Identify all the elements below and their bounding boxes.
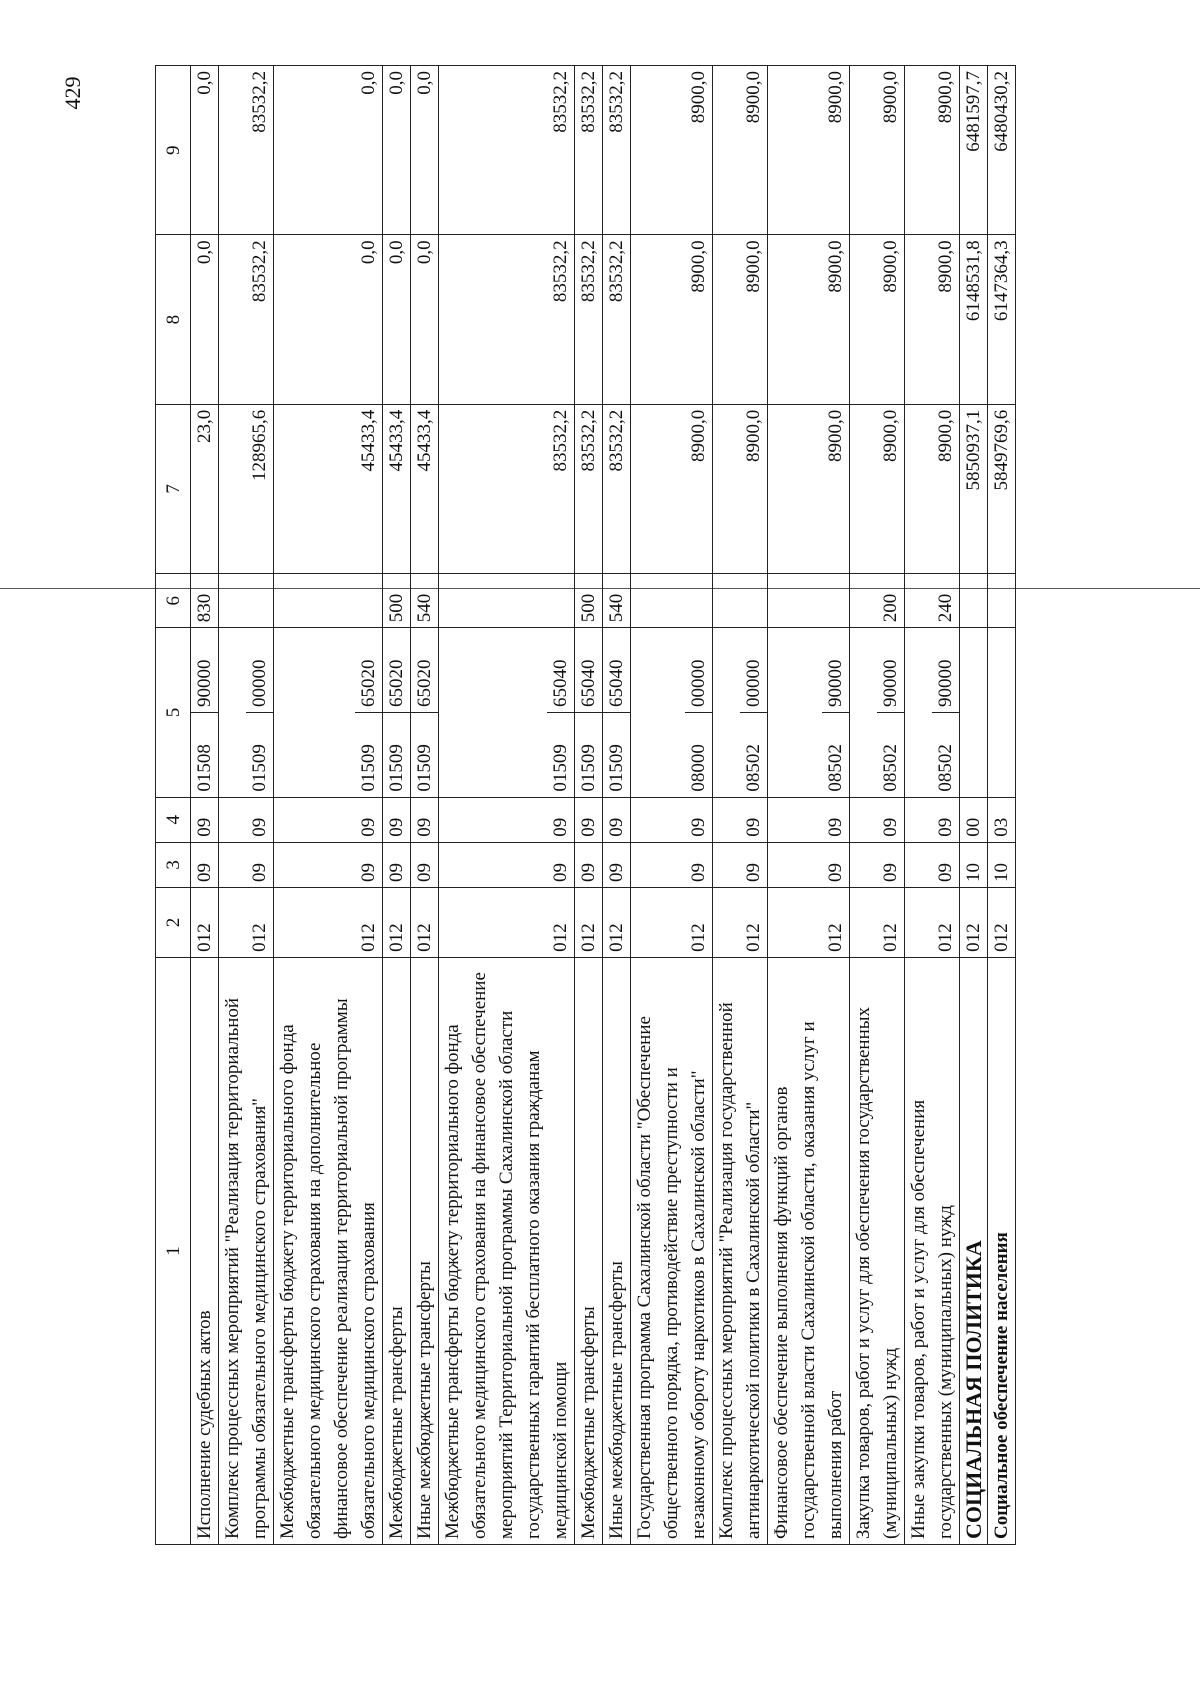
col-amount-year2: 83532,2 [575, 235, 603, 404]
col-amount-year2: 83532,2 [603, 235, 631, 404]
col-amount-year3: 8900,0 [631, 66, 713, 235]
row-name: СОЦИАЛЬНАЯ ПОЛИТИКА [960, 957, 988, 1544]
target-article-part2: 65040 [603, 628, 630, 713]
col-amount-year2: 6147364,3 [988, 235, 1016, 404]
col-amount-year1: 5850937,1 [960, 404, 988, 573]
col-expense-type [960, 574, 988, 628]
col-amount-year1: 23,0 [191, 404, 219, 573]
col-expense-type: 540 [603, 574, 631, 628]
col-ministry-code: 012 [905, 887, 960, 957]
target-article-part1: 01509 [386, 744, 407, 792]
col-section: 09 [905, 842, 960, 887]
col-subsection: 09 [631, 797, 713, 842]
row-name: Иные межбюджетные трансферты [603, 957, 631, 1544]
column-header-7: 7 [156, 404, 191, 573]
col-amount-year3: 0,0 [274, 66, 383, 235]
col-amount-year1: 45433,4 [274, 404, 383, 573]
col-subsection: 09 [219, 797, 274, 842]
target-article-part2: 00000 [685, 628, 712, 713]
col-subsection: 09 [575, 797, 603, 842]
col-amount-year1: 8900,0 [631, 404, 713, 573]
col-target-article [411, 628, 439, 797]
col-subsection: 09 [850, 797, 905, 842]
target-article-part2: 00000 [246, 628, 273, 713]
target-article-part2: 00000 [740, 628, 767, 713]
col-target-article [191, 628, 219, 797]
table-row [274, 66, 383, 1545]
target-article-part1: 01509 [414, 744, 435, 792]
col-amount-year1: 8900,0 [713, 404, 768, 573]
row-name: Финансовое обеспечение выполнения функций органов государственной власти Сахалинской области, оказания услуг и выполнения работ [768, 957, 850, 1544]
col-amount-year1: 83532,2 [575, 404, 603, 573]
target-article-part1: 01509 [249, 744, 270, 792]
target-article-part1: 08000 [688, 744, 709, 792]
page-number: 429 [60, 76, 85, 110]
row-name: Государственная программа Сахалинской области "Обеспечение общественного порядка, противодействие преступности и незаконному обороту наркотиков в Сахалинской области" [631, 957, 713, 1544]
target-article-part2: 90000 [877, 628, 904, 713]
col-expense-type: 500 [383, 574, 411, 628]
col-ministry-code: 012 [988, 887, 1016, 957]
table-row [988, 66, 1016, 1545]
column-header-4: 4 [156, 797, 191, 842]
col-expense-type: 830 [191, 574, 219, 628]
row-name: Межбюджетные трансферты бюджету территориального фонда обязательного медицинского страхования на дополнительное финансовое обеспечение реализации территориальной программы обязательного медицинского страхования [274, 957, 383, 1544]
col-amount-year3: 0,0 [411, 66, 439, 235]
col-expense-type: 200 [850, 574, 905, 628]
col-subsection: 09 [191, 797, 219, 842]
col-target-article [383, 628, 411, 797]
col-subsection: 09 [383, 797, 411, 842]
col-section: 10 [988, 842, 1016, 887]
row-name: Межбюджетные трансферты бюджету территориального фонда обязательного медицинского страхования на финансовое обеспечение мероприятий Территориальной программы Сахалинской области государственных гарантий бесплатного оказания гражданам медицинской помощи [439, 957, 575, 1544]
col-expense-type [713, 574, 768, 628]
col-amount-year1: 8900,0 [905, 404, 960, 573]
col-target-article [905, 628, 960, 797]
table-row [603, 66, 631, 1545]
table-row [905, 66, 960, 1545]
col-amount-year1: 83532,2 [603, 404, 631, 573]
target-article-part2: 65020 [383, 628, 410, 713]
col-amount-year3: 83532,2 [603, 66, 631, 235]
col-expense-type [631, 574, 713, 628]
col-ministry-code: 012 [411, 887, 439, 957]
row-name: Межбюджетные трансферты [575, 957, 603, 1544]
col-section: 09 [768, 842, 850, 887]
col-subsection: 09 [274, 797, 383, 842]
col-amount-year2: 8900,0 [631, 235, 713, 404]
col-section: 09 [439, 842, 575, 887]
table-row [768, 66, 850, 1545]
col-amount-year3: 8900,0 [713, 66, 768, 235]
target-article-part2: 65040 [547, 628, 574, 713]
col-amount-year2: 8900,0 [768, 235, 850, 404]
col-ministry-code: 012 [603, 887, 631, 957]
col-target-article [768, 628, 850, 797]
table-row [960, 66, 988, 1545]
col-subsection: 09 [768, 797, 850, 842]
col-section: 09 [713, 842, 768, 887]
col-expense-type [768, 574, 850, 628]
target-article-part1: 01509 [578, 744, 599, 792]
row-name: Социальное обеспечение населения [988, 957, 1016, 1544]
col-ministry-code: 012 [631, 887, 713, 957]
col-ministry-code: 012 [713, 887, 768, 957]
col-expense-type: 500 [575, 574, 603, 628]
table-row [575, 66, 603, 1545]
col-target-article [631, 628, 713, 797]
col-section: 09 [219, 842, 274, 887]
col-amount-year3: 83532,2 [439, 66, 575, 235]
col-amount-year1: 83532,2 [439, 404, 575, 573]
col-amount-year1: 45433,4 [383, 404, 411, 573]
col-amount-year2: 0,0 [411, 235, 439, 404]
col-target-article [850, 628, 905, 797]
header-row [156, 66, 191, 1545]
col-amount-year3: 0,0 [383, 66, 411, 235]
col-amount-year3: 8900,0 [768, 66, 850, 235]
target-article-part1: 01509 [606, 744, 627, 792]
col-section: 09 [274, 842, 383, 887]
col-subsection: 09 [713, 797, 768, 842]
col-expense-type [988, 574, 1016, 628]
col-target-article [274, 628, 383, 797]
column-header-8: 8 [156, 235, 191, 404]
col-amount-year3: 8900,0 [850, 66, 905, 235]
col-target-article [439, 628, 575, 797]
col-section: 10 [960, 842, 988, 887]
col-amount-year2: 83532,2 [439, 235, 575, 404]
col-ministry-code: 012 [575, 887, 603, 957]
col-amount-year2: 0,0 [383, 235, 411, 404]
target-article-part1: 01509 [358, 744, 379, 792]
table-row [219, 66, 274, 1545]
col-amount-year1: 128965,6 [219, 404, 274, 573]
col-subsection: 00 [960, 797, 988, 842]
col-subsection: 09 [411, 797, 439, 842]
col-target-article [713, 628, 768, 797]
col-section: 09 [631, 842, 713, 887]
budget-table [155, 65, 1016, 1545]
table-row [850, 66, 905, 1545]
col-expense-type [219, 574, 274, 628]
column-header-1: 1 [156, 957, 191, 1544]
col-target-article [988, 628, 1016, 797]
col-section: 09 [191, 842, 219, 887]
col-amount-year1: 5849769,6 [988, 404, 1016, 573]
row-name: Иные межбюджетные трансферты [411, 957, 439, 1544]
target-article-part2: 90000 [822, 628, 849, 713]
target-article-part1: 01509 [550, 744, 571, 792]
col-section: 09 [575, 842, 603, 887]
target-article-part1: 08502 [935, 744, 956, 792]
target-article-part2: 65020 [355, 628, 382, 713]
col-subsection: 03 [988, 797, 1016, 842]
col-amount-year3: 8900,0 [905, 66, 960, 235]
col-ministry-code: 012 [274, 887, 383, 957]
col-target-article [575, 628, 603, 797]
column-header-5: 5 [156, 628, 191, 797]
table-body [191, 66, 1016, 1545]
col-amount-year3: 6481597,7 [960, 66, 988, 235]
col-expense-type [439, 574, 575, 628]
rotated-page [60, 65, 1200, 1545]
col-section: 09 [603, 842, 631, 887]
target-article-part1: 08502 [825, 744, 846, 792]
col-ministry-code: 012 [439, 887, 575, 957]
row-name: Комплекс процессных мероприятий "Реализация государственной антинаркотической политики в Сахалинской области" [713, 957, 768, 1544]
target-article-part2: 90000 [191, 628, 218, 713]
col-subsection: 09 [439, 797, 575, 842]
col-section: 09 [850, 842, 905, 887]
col-target-article [219, 628, 274, 797]
col-subsection: 09 [905, 797, 960, 842]
target-article-part2: 65020 [411, 628, 438, 713]
col-amount-year1: 8900,0 [850, 404, 905, 573]
col-section: 09 [411, 842, 439, 887]
col-amount-year2: 8900,0 [850, 235, 905, 404]
col-section: 09 [383, 842, 411, 887]
col-amount-year3: 0,0 [191, 66, 219, 235]
row-name: Иные закупки товаров, работ и услуг для обеспечения государственных (муниципальных) нужд [905, 957, 960, 1544]
target-article-part2: 90000 [932, 628, 959, 713]
col-amount-year1: 45433,4 [411, 404, 439, 573]
col-subsection: 09 [603, 797, 631, 842]
col-amount-year3: 83532,2 [219, 66, 274, 235]
col-amount-year2: 0,0 [191, 235, 219, 404]
col-amount-year2: 8900,0 [713, 235, 768, 404]
row-name: Комплекс процессных мероприятий "Реализация территориальной программы обязательного медицинского страхования" [219, 957, 274, 1544]
table-row [713, 66, 768, 1545]
row-name: Исполнение судебных актов [191, 957, 219, 1544]
col-expense-type: 540 [411, 574, 439, 628]
col-expense-type: 240 [905, 574, 960, 628]
col-ministry-code: 012 [960, 887, 988, 957]
table-row [411, 66, 439, 1545]
column-header-9: 9 [156, 66, 191, 235]
col-target-article [960, 628, 988, 797]
row-name: Межбюджетные трансферты [383, 957, 411, 1544]
table-row [191, 66, 219, 1545]
col-target-article [603, 628, 631, 797]
target-article-part1: 01508 [194, 744, 215, 792]
column-header-2: 2 [156, 887, 191, 957]
col-ministry-code: 012 [191, 887, 219, 957]
target-article-part1: 08502 [743, 744, 764, 792]
table-row [439, 66, 575, 1545]
table-row [631, 66, 713, 1545]
row-name: Закупка товаров, работ и услуг для обеспечения государственных (муниципальных) нужд [850, 957, 905, 1544]
column-header-3: 3 [156, 842, 191, 887]
col-amount-year3: 83532,2 [575, 66, 603, 235]
col-ministry-code: 012 [768, 887, 850, 957]
target-article-part1: 08502 [880, 744, 901, 792]
column-header-6: 6 [156, 574, 191, 628]
col-amount-year1: 8900,0 [768, 404, 850, 573]
table-row [383, 66, 411, 1545]
col-amount-year2: 0,0 [274, 235, 383, 404]
target-article-part2: 65040 [575, 628, 602, 713]
col-amount-year2: 8900,0 [905, 235, 960, 404]
col-ministry-code: 012 [219, 887, 274, 957]
col-amount-year2: 6148531,8 [960, 235, 988, 404]
col-ministry-code: 012 [850, 887, 905, 957]
col-amount-year2: 83532,2 [219, 235, 274, 404]
col-ministry-code: 012 [383, 887, 411, 957]
col-expense-type [274, 574, 383, 628]
col-amount-year3: 6480430,2 [988, 66, 1016, 235]
